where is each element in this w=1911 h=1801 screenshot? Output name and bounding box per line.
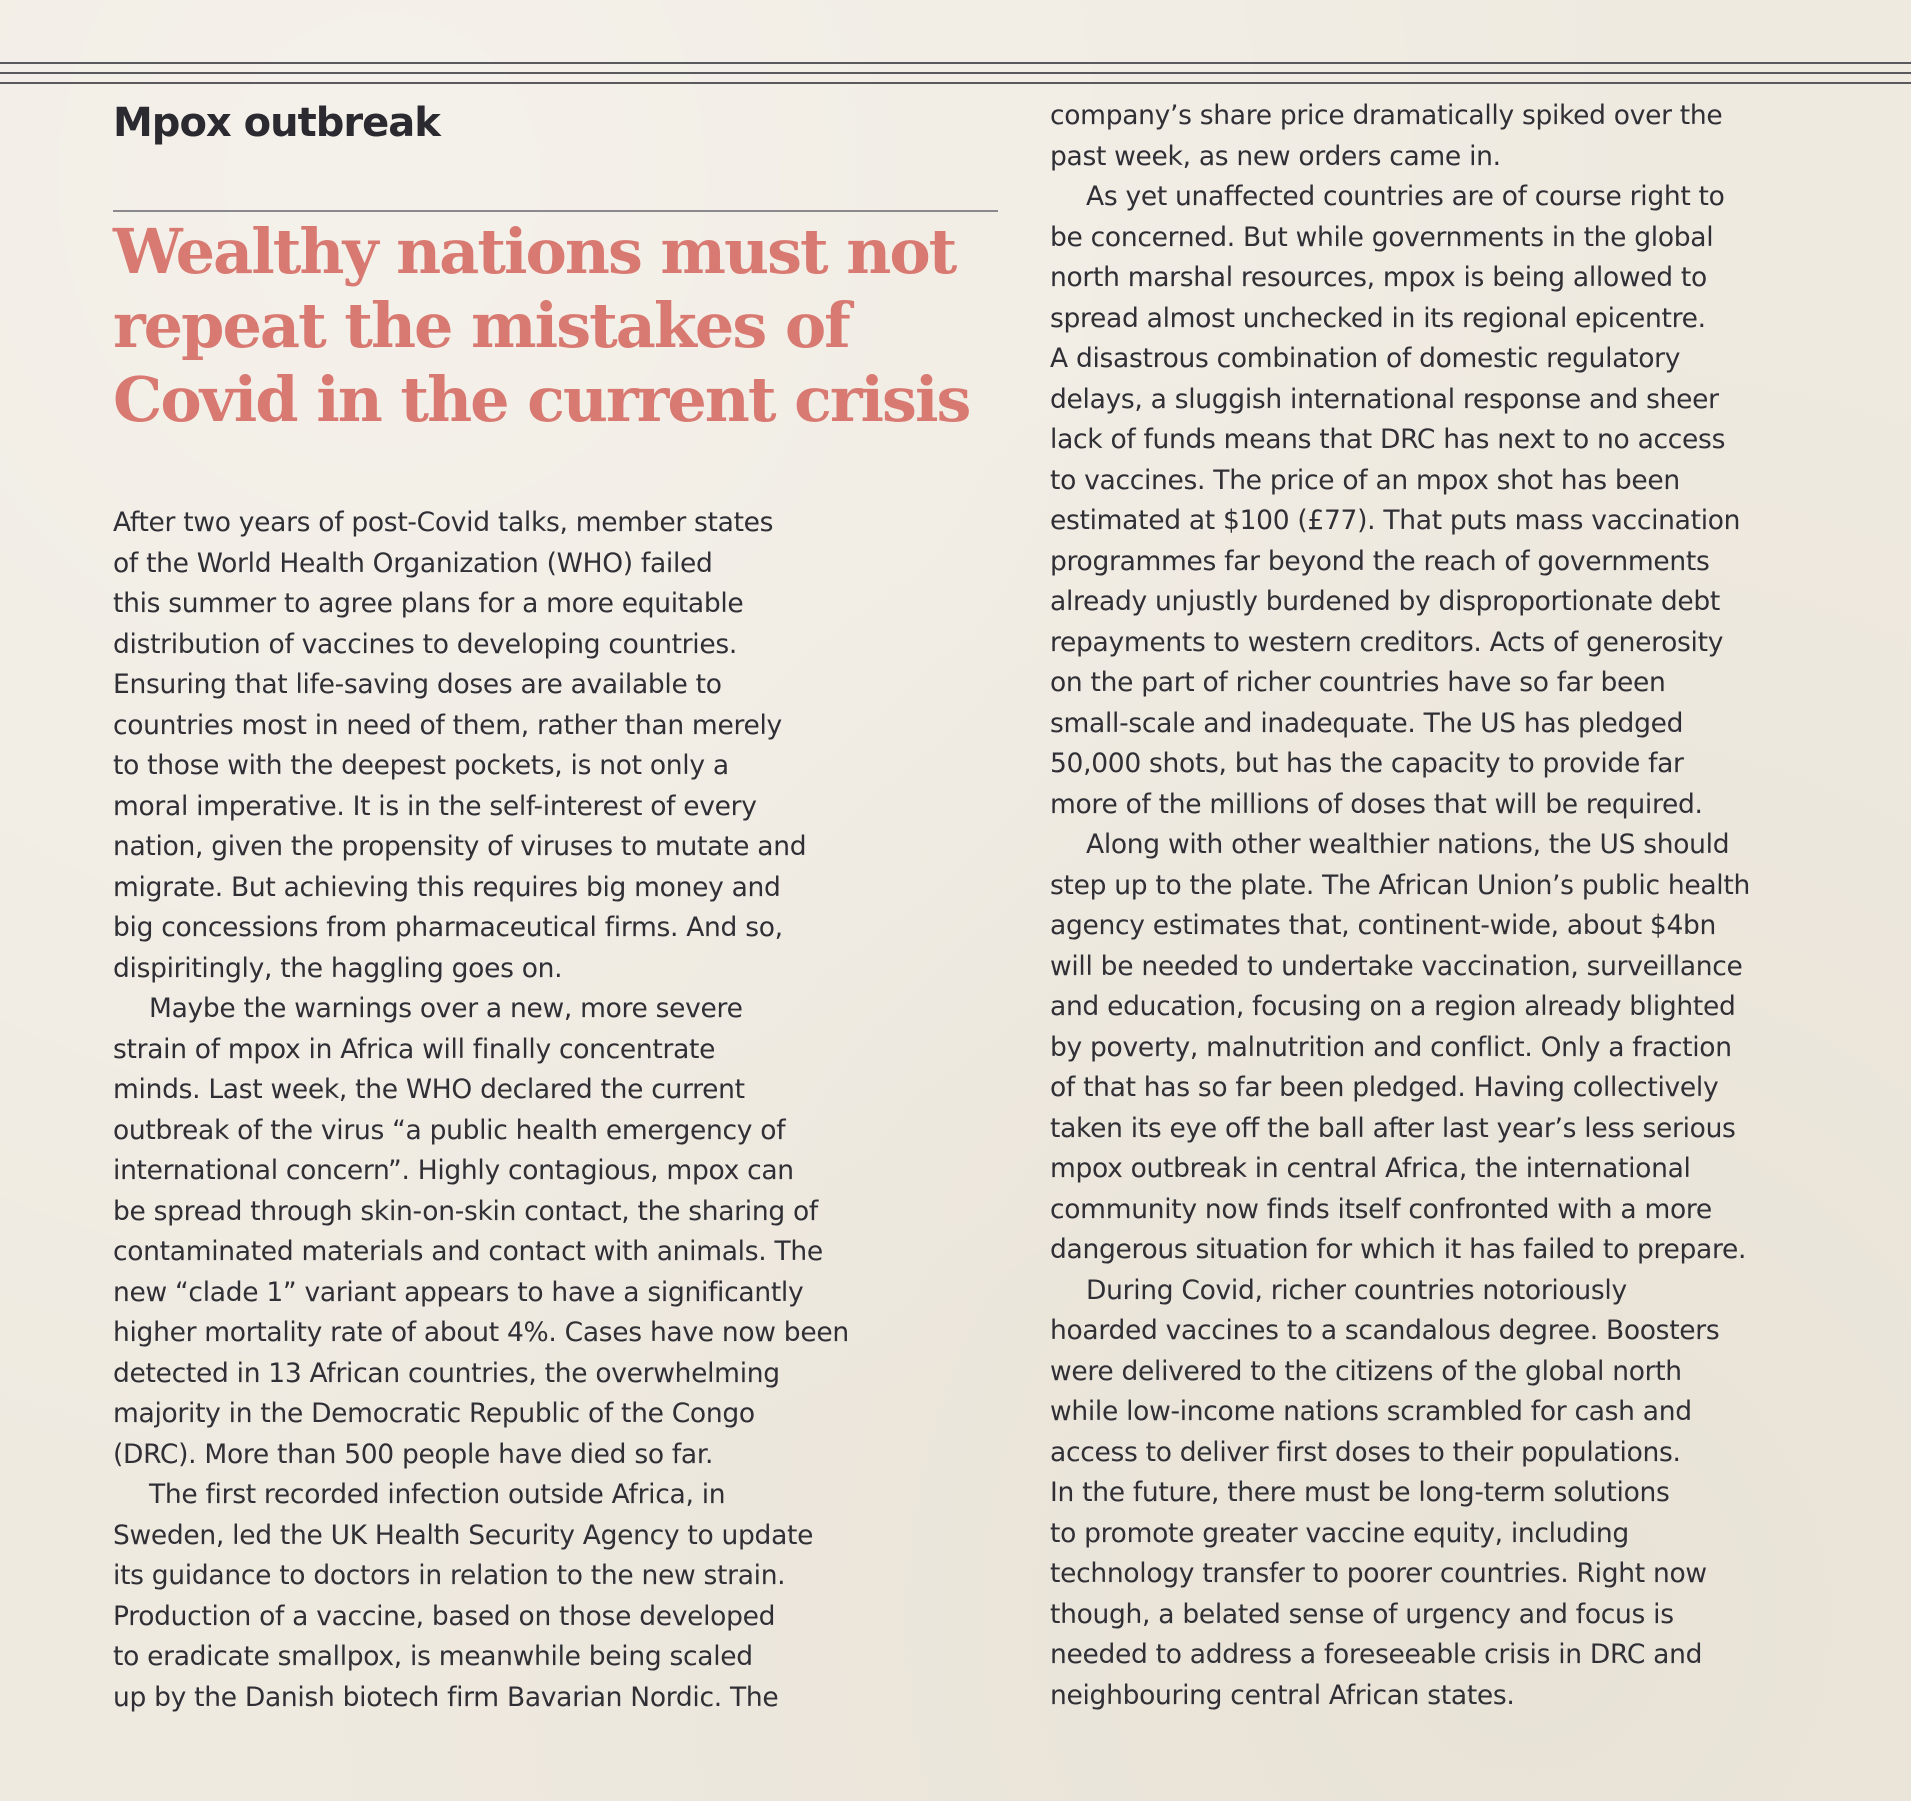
- top-rule: [0, 62, 1911, 64]
- paragraph: After two years of post-Covid talks, member states of the World Health Organization (WHO) failed this summer to agree plans for a more equitable distribution of vaccines to developing countries. Ensuring that life-saving doses are available to countries most in need of them, rather than merely to those with the deepest pockets, is not only a moral imperative. It is in the self-interest of every nation, given the propensity of viruses to mutate and migrate. But achieving this requires big money and big concessions from pharmaceutical firms. And so, dispiritingly, the haggling goes on.: [113, 507, 807, 984]
- paragraph: The first recorded infection outside Africa, in Sweden, led the UK Health Security Agency to update its guidance to doctors in relation to the new strain. Production of a vaccine, based on those developed to eradicate smallpox, is meanwhile being scaled up by the Danish biotech firm Bavarian Nordic. The: [113, 1479, 814, 1713]
- paragraph: company’s share price dramatically spiked over the past week, as new orders came in.: [1050, 100, 1723, 172]
- paragraph: As yet unaffected countries are of course right to be concerned. But while governments in the global north marshal resources, mpox is being allowed to spread almost unchecked in its regional epicentre. A disastrous combination of domestic regulatory delays, a sluggish international response and sheer lack of funds means that DRC has next to no access to vaccines. The price of an mpox shot has been estimated at $100 (£77). That puts mass vaccination programmes far beyond the reach of governments already unjustly burdened by disproportionate debt repayments to western creditors. Acts of generosity on the part of richer countries have so far been small-scale and inadequate. The US has pledged 50,000 shots, but has the capacity to provide far more of the millions of doses that will be required.: [1050, 181, 1741, 820]
- top-rule: [0, 72, 1911, 74]
- section-kicker: Mpox outbreak: [113, 100, 440, 146]
- top-rule: [0, 82, 1911, 84]
- paragraph: Along with other wealthier nations, the US should step up to the plate. The African Union’s public health agency estimates that, continent-wide, about $4bn will be needed to undertake vaccination, surveillance and education, focusing on a region already blighted by poverty, malnutrition and conflict. Only a fraction of that has so far been pledged. Having collectively taken its eye off the ball after last year’s less serious mpox outbreak in central Africa, the international community now finds itself confronted with a more dangerous situation for which it has failed to prepare.: [1050, 829, 1750, 1265]
- top-rules: [0, 62, 1911, 88]
- article-headline: Wealthy nations must not repeat the mistakes of Covid in the current crisis: [113, 215, 970, 436]
- right-column-body: [1050, 96, 1885, 1716]
- paragraph: Maybe the warnings over a new, more severe strain of mpox in Africa will finally concentrate minds. Last week, the WHO declared the current outbreak of the virus “a public health emergency of international concern”. Highly contagious, mpox can be spread through skin-on-skin contact, the sharing of contaminated materials and contact with animals. The new “clade 1” variant appears to have a significantly higher mortality rate of about 4%. Cases have now been detected in 13 African countries, the overwhelming majority in the Democratic Republic of the Congo (DRC). More than 500 people have died so far.: [113, 993, 849, 1470]
- left-column-body: [113, 503, 1003, 1718]
- kicker-divider: [113, 210, 998, 212]
- paragraph: During Covid, richer countries notoriously hoarded vaccines to a scandalous degree. Boosters were delivered to the citizens of the global north while low-income nations scrambled for cash and access to deliver first doses to their populations. In the future, there must be long-term solutions to promote greater vaccine equity, including technology transfer to poorer countries. Right now though, a belated sense of urgency and focus is needed to address a foreseeable crisis in DRC and neighbouring central African states.: [1050, 1274, 1720, 1711]
